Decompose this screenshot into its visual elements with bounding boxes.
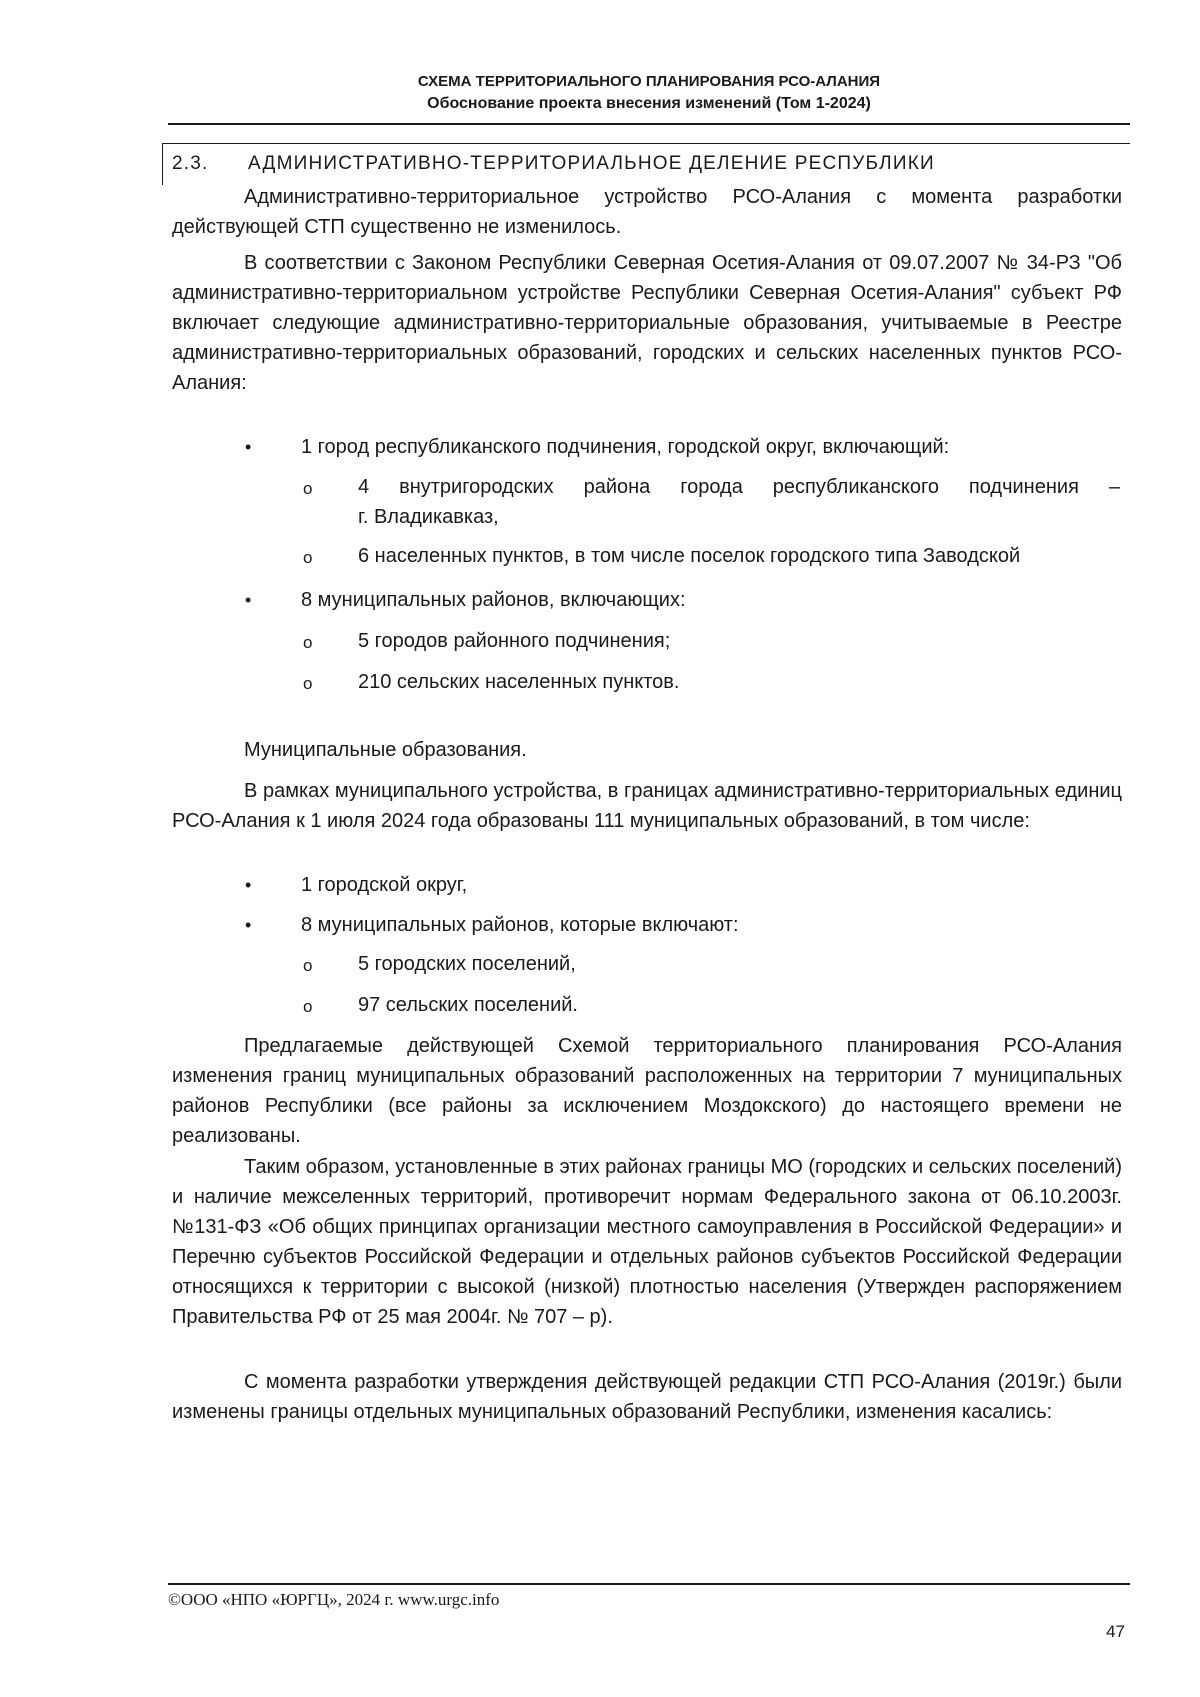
list-item: 8 муниципальных районов, включающих: <box>301 589 686 611</box>
section-number: 2.3. <box>172 153 209 174</box>
sub-bullet-icon: o <box>303 633 313 652</box>
sub-bullet-icon: o <box>303 548 313 567</box>
paragraph-2: В соответствии с Законом Республики Северная Осетия-Алания от 09.07.2007 № 34-РЗ "Об административно-территориальном устройстве Республики Северная Осетия-Алания" субъект РФ включает следующие административно-территориальные образования, учитываемые в Реестре административно-территориальных образований, городских и сельских населенных пунктов РСО-Алания: <box>172 252 1122 394</box>
page-number: 47 <box>1106 1622 1125 1641</box>
sub-bullet-icon: o <box>303 956 313 975</box>
paragraph-1: Административно-территориальное устройство РСО-Алания с момента разработки действующей СТП существенно не изменилось. <box>172 186 1122 238</box>
paragraph-3: Муниципальные образования. <box>244 739 527 761</box>
paragraph-4: В рамках муниципального устройства, в границах административно-территориальных единиц РСО-Алания к 1 июля 2024 года образованы 111 муниципальных образований, в том числе: <box>172 780 1122 832</box>
sub-bullet-icon: o <box>303 674 313 693</box>
sub-bullet-icon: o <box>303 479 313 498</box>
list-item: 1 городской округ, <box>301 874 468 896</box>
sub-list-item-continuation: г. Владикавказ, <box>358 506 499 528</box>
footer-divider <box>168 1583 1130 1585</box>
bullet-icon: • <box>245 590 252 610</box>
footer-copyright: ©ООО «НПО «ЮРГЦ», 2024 г. www.urgc.info <box>168 1590 500 1609</box>
section-title: АДМИНИСТРАТИВНО-ТЕРРИТОРИАЛЬНОЕ ДЕЛЕНИЕ РЕСПУБЛИКИ <box>248 153 935 174</box>
header-divider <box>168 123 1130 125</box>
section-heading-left-rule <box>162 143 163 185</box>
section-heading-rule <box>162 143 1130 144</box>
paragraph-7: С момента разработки утверждения действующей редакции СТП РСО-Алания (2019г.) были изменены границы отдельных муниципальных образований Республики, изменения касались: <box>172 1371 1122 1423</box>
bullet-icon: • <box>245 875 252 895</box>
sub-list-item: 210 сельских населенных пунктов. <box>358 671 680 693</box>
bullet-icon: • <box>245 437 252 457</box>
sub-list-item: 5 городских поселений, <box>358 953 576 975</box>
sub-bullet-icon: o <box>303 997 313 1016</box>
sub-list-item: 6 населенных пунктов, в том числе поселок городского типа Заводской <box>358 545 1021 567</box>
sub-list-item: 5 городов районного подчинения; <box>358 630 671 652</box>
list-item: 8 муниципальных районов, которые включают: <box>301 914 739 936</box>
paragraph-6: Таким образом, установленные в этих районах границы МО (городских и сельских поселений) и наличие межселенных территорий, противоречит нормам Федерального закона от 06.10.2003г. №131-ФЗ «Об общих принципах организации местного самоуправления в Российской Федерации» и Перечню субъектов Российской Федерации и отдельных районов субъектов Российской Федерации относящихся к территории с высокой (низкой) плотностью населения (Утвержден распоряжением Правительства РФ от 25 мая 2004г. № 707 – р). <box>172 1156 1122 1328</box>
running-header-subtitle: Обоснование проекта внесения изменений (Том 1-2024) <box>427 95 871 112</box>
paragraph-5: Предлагаемые действующей Схемой территориального планирования РСО-Алания изменения границ муниципальных образований расположенных на территории 7 муниципальных районов Республики (все районы за исключением Моздокского) до настоящего времени не реализованы. <box>172 1035 1122 1147</box>
list-item: 1 город республиканского подчинения, городской округ, включающий: <box>301 436 950 458</box>
bullet-icon: • <box>245 915 252 935</box>
sub-list-item: 97 сельских поселений. <box>358 994 578 1016</box>
section-heading <box>172 153 935 175</box>
running-header-title: СХЕМА ТЕРРИТОРИАЛЬНОГО ПЛАНИРОВАНИЯ РСО-АЛАНИЯ <box>417 73 881 90</box>
sub-list-item: 4 внутригородских района города республиканского подчинения – <box>358 476 1120 498</box>
